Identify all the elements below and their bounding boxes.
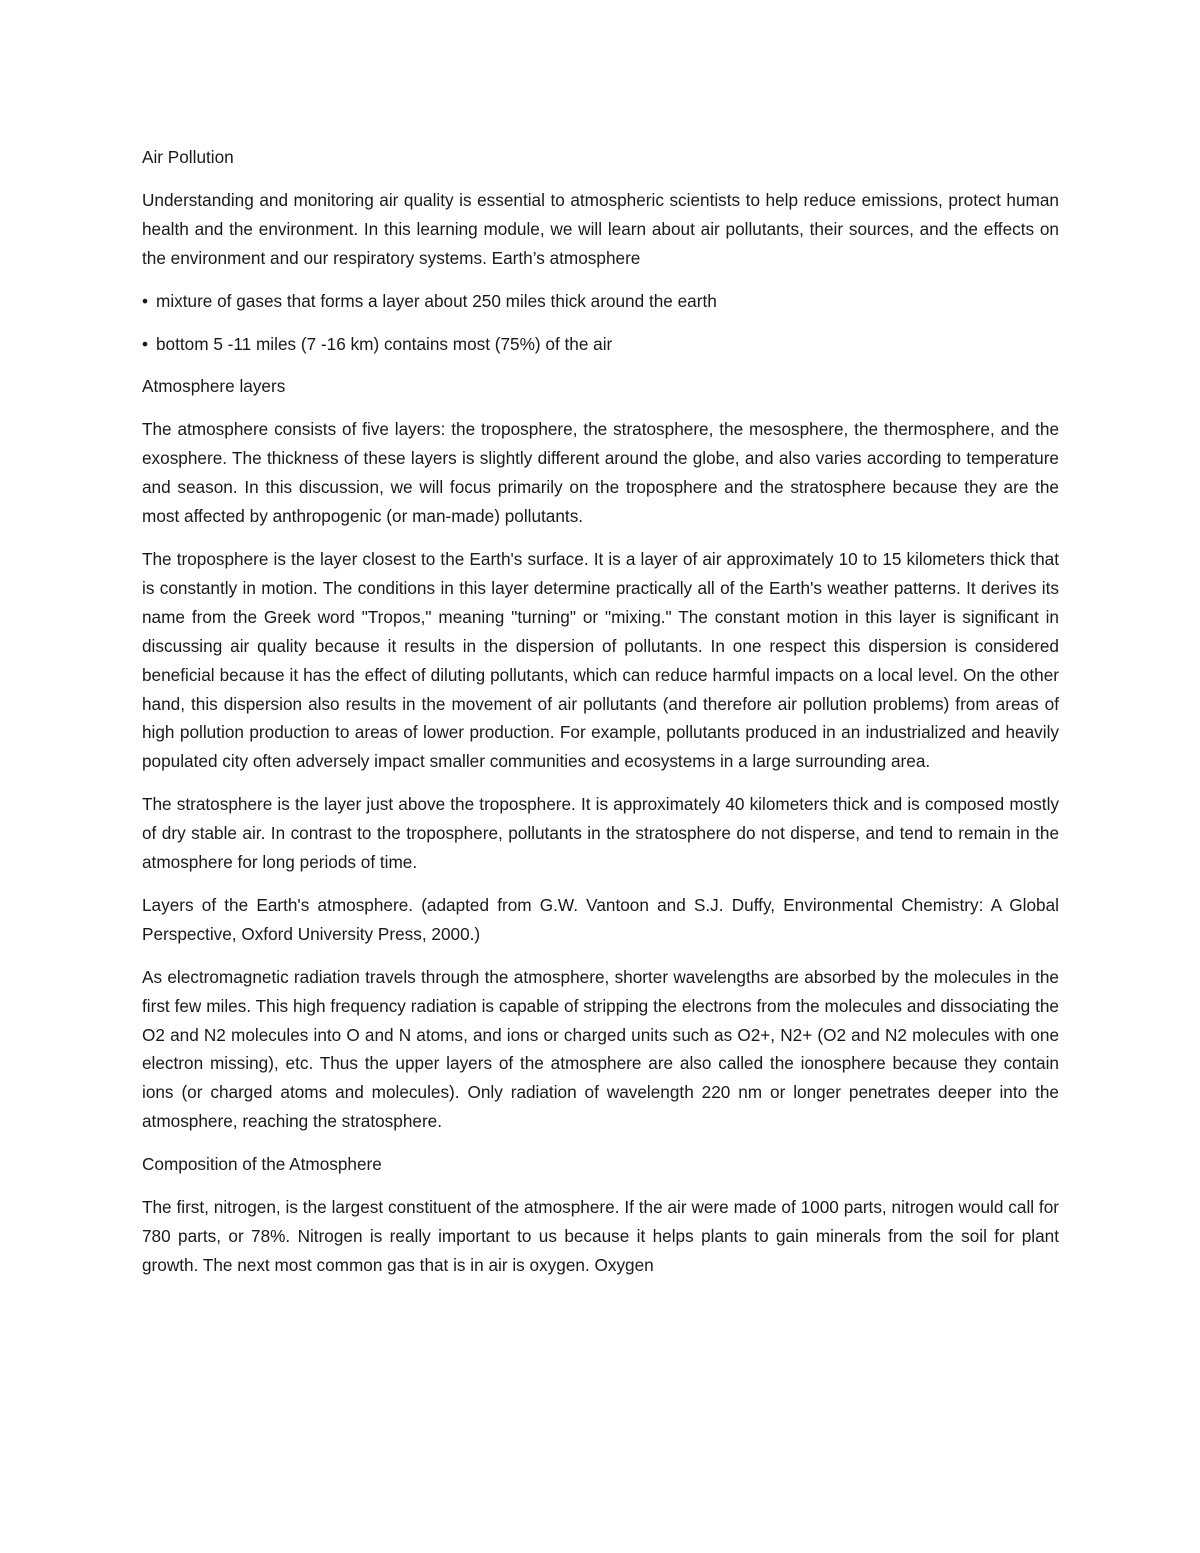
intro-paragraph: Understanding and monitoring air quality is essential to atmospheric scientists to help reduce emissions, protect human health and the environment. In this learning module, we will learn about air pollutants, their sources, and the effects on the environment and our respiratory systems. Earth’s atmosphere — [142, 189, 1059, 268]
bullet-item — [142, 330, 1059, 359]
figure-caption: Layers of the Earth's atmosphere. (adapted from G.W. Vantoon and S.J. Duffy, Environmental Chemistry: A Global Perspective, Oxford University Press, 2000.) — [142, 894, 1059, 944]
bullet-item — [142, 287, 1059, 316]
bullet-text: bottom 5 -11 miles (7 -16 km) contains most (75%) of the air — [156, 333, 613, 354]
radiation-paragraph: As electromagnetic radiation travels through the atmosphere, shorter wavelengths are absorbed by the molecules in the first few miles. This high frequency radiation is capable of stripping the electrons from the molecules and dissociating the O2 and N2 molecules into O and N atoms, and ions or charged units such as O2+, N2+ (O2 and N2 molecules with one electron missing), etc. Thus the upper layers of the atmosphere are also called the ionosphere because they contain ions (or charged atoms and molecules). Only radiation of wavelength 220 nm or longer penetrates deeper into the atmosphere, reaching the stratosphere. — [142, 966, 1059, 1132]
composition-paragraph: The first, nitrogen, is the largest constituent of the atmosphere. If the air were made of 1000 parts, nitrogen would call for 780 parts, or 78%. Nitrogen is really important to us because it helps plants to gain minerals from the soil for plant growth. The next most common gas that is in air is oxygen. Oxygen — [142, 1197, 1059, 1275]
document-page — [142, 143, 1059, 1294]
stratosphere-paragraph: The stratosphere is the layer just above the troposphere. It is approximately 40 kilometers thick and is composed mostly of dry stable air. In contrast to the troposphere, pollutants in the stratosphere do not disperse, and tend to remain in the atmosphere for long periods of time. — [142, 794, 1059, 873]
layers-paragraph-1: The atmosphere consists of five layers: the troposphere, the stratosphere, the mesosphere, the thermosphere, and the exosphere. The thickness of these layers is slightly different around the globe, and also varies according to temperature and season. In this discussion, we will focus primarily on the troposphere and the stratosphere because they are the most affected by anthropogenic (or man-made) pollutants. — [142, 419, 1059, 527]
bullet-text: mixture of gases that forms a layer about 250 miles thick around the earth — [156, 290, 717, 311]
bullet-marker: • — [142, 333, 149, 354]
section-heading-composition: Composition of the Atmosphere — [142, 1154, 382, 1175]
section-heading-layers: Atmosphere layers — [142, 376, 286, 397]
troposphere-paragraph: The troposphere is the layer closest to the Earth's surface. It is a layer of air approximately 10 to 15 kilometers thick that is constantly in motion. The conditions in this layer determine practically all of the Earth's weather patterns. It derives its name from the Greek word "Tropos," meaning "turning" or "mixing." The constant motion in this layer is significant in discussing air quality because it results in the dispersion of pollutants. In one respect this dispersion is considered beneficial because it has the effect of diluting pollutants, which can reduce harmful impacts on a local level. On the other hand, this dispersion also results in the movement of air pollutants (and therefore air pollution problems) from areas of high pollution production to areas of lower production. For example, pollutants produced in an industrialized and heavily populated city often adversely impact smaller communities and ecosystems in a large surrounding area. — [142, 548, 1059, 772]
bullet-marker: • — [142, 290, 149, 311]
document-title: Air Pollution — [142, 147, 234, 167]
